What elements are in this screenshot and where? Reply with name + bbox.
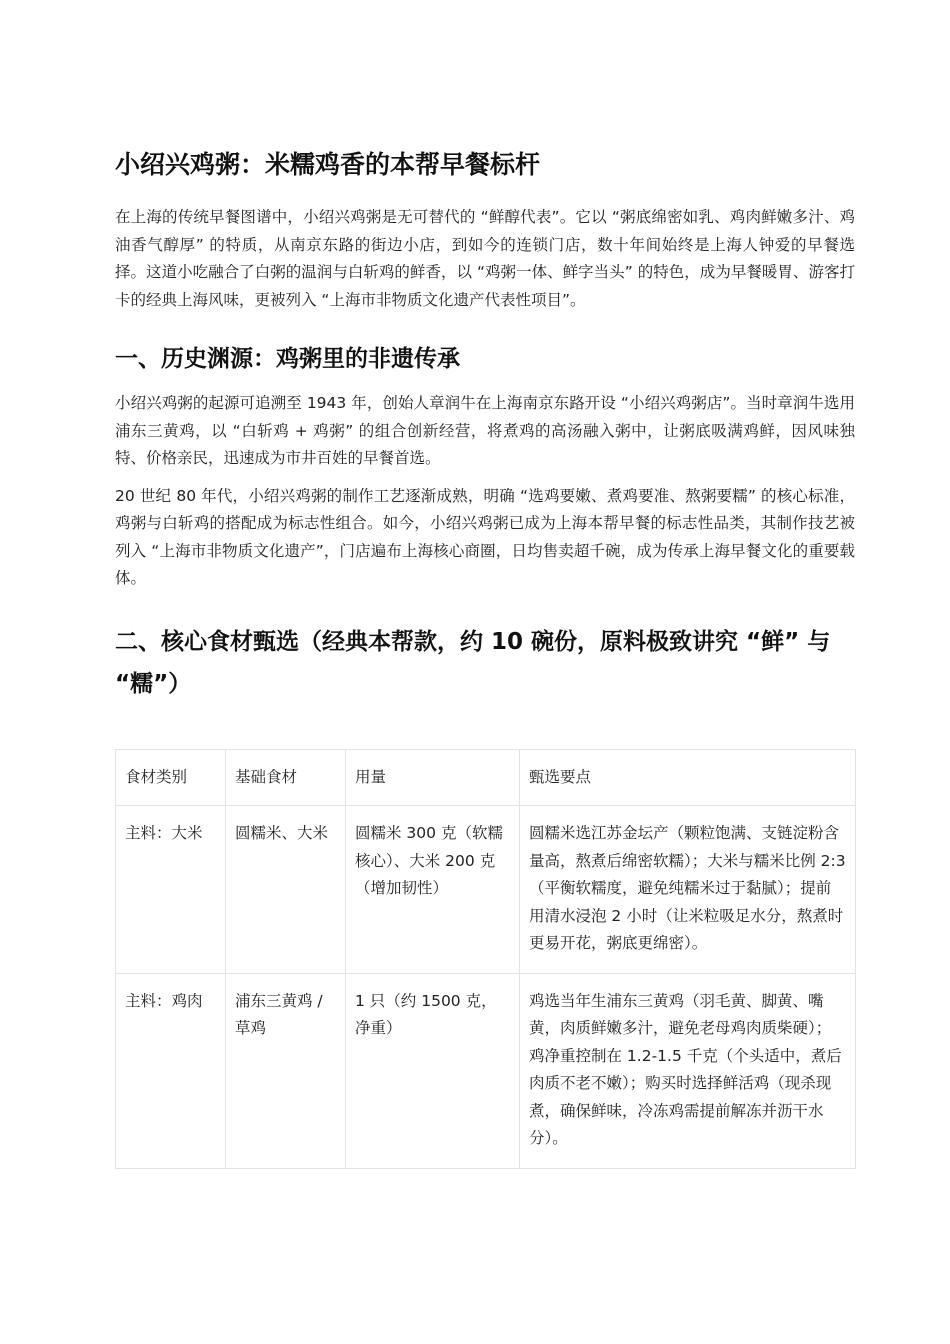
table-header-row bbox=[116, 749, 856, 806]
table-cell: 鸡选当年生浦东三黄鸡（羽毛黄、脚黄、嘴黄，肉质鲜嫩多汁，避免老母鸡肉质柴硬）；鸡净重控制在 1.2-1.5 千克（个头适中，煮后肉质不老不嫩）；购买时选择鲜活鸡（现杀现煮，确保鲜味，冷冻鸡需提前解冻并沥干水分）。 bbox=[520, 973, 856, 1168]
section-heading-ingredients: 二、核心食材甄选（经典本帮款，约 10 碗份，原料极致讲究 “鲜” 与 “糯”） bbox=[115, 628, 831, 697]
column-header-category: 食材类别 bbox=[116, 749, 226, 806]
column-header-selection-points: 甄选要点 bbox=[520, 749, 856, 806]
table-cell: 圆糯米、大米 bbox=[226, 806, 346, 974]
page-title: 小绍兴鸡粥：米糯鸡香的本帮早餐标杆 bbox=[115, 150, 541, 179]
article bbox=[115, 146, 855, 1169]
intro-paragraph: 在上海的传统早餐图谱中，小绍兴鸡粥是无可替代的 “鲜醇代表”。它以 “粥底绵密如乳、鸡肉鲜嫩多汁、鸡油香气醇厚” 的特质，从南京东路的街边小店，到如今的连锁门店，数十年间始终是上海人钟爱的早餐选择。这道小吃融合了白粥的温润与白斩鸡的鲜香，以 “鸡粥一体、鲜字当头” 的特色，成为早餐暖胃、游客打卡的经典上海风味，更被列入 “上海市非物质文化遗产代表性项目”。 bbox=[115, 208, 855, 309]
column-header-ingredient: 基础食材 bbox=[226, 749, 346, 806]
ingredients-table bbox=[115, 749, 856, 1169]
table-cell: 浦东三黄鸡 / 草鸡 bbox=[226, 973, 346, 1168]
table-cell: 圆糯米选江苏金坛产（颗粒饱满、支链淀粉含量高，熬煮后绵密软糯）；大米与糯米比例 2:3（平衡软糯度，避免纯糯米过于黏腻）；提前用清水浸泡 2 小时（让米粒吸足水分，熬煮时更易开花，粥底更绵密）。 bbox=[520, 806, 856, 974]
table-cell: 主料：鸡肉 bbox=[116, 973, 226, 1168]
table-row bbox=[116, 973, 856, 1168]
table-cell: 1 只（约 1500 克，净重） bbox=[346, 973, 520, 1168]
table-cell: 主料：大米 bbox=[116, 806, 226, 974]
history-paragraph: 20 世纪 80 年代，小绍兴鸡粥的制作工艺逐渐成熟，明确 “选鸡要嫩、煮鸡要准、熬粥要糯” 的核心标准，鸡粥与白斩鸡的搭配成为标志性组合。如今，小绍兴鸡粥已成为上海本帮早餐的标志性品类，其制作技艺被列入 “上海市非物质文化遗产”，门店遍布上海核心商圈，日均售卖超千碗，成为传承上海早餐文化的重要载体。 bbox=[115, 486, 855, 587]
table-row bbox=[116, 806, 856, 974]
history-paragraph: 小绍兴鸡粥的起源可追溯至 1943 年，创始人章润牛在上海南京东路开设 “小绍兴鸡粥店”。当时章润牛选用浦东三黄鸡，以 “白斩鸡 + 鸡粥” 的组合创新经营，将煮鸡的高汤融入粥中，让粥底吸满鸡鲜，因风味独特、价格亲民，迅速成为市井百姓的早餐首选。 bbox=[115, 394, 855, 467]
column-header-amount: 用量 bbox=[346, 749, 520, 806]
section-heading-history: 一、历史渊源：鸡粥里的非遗传承 bbox=[115, 346, 460, 372]
table-cell: 圆糯米 300 克（软糯核心）、大米 200 克（增加韧性） bbox=[346, 806, 520, 974]
